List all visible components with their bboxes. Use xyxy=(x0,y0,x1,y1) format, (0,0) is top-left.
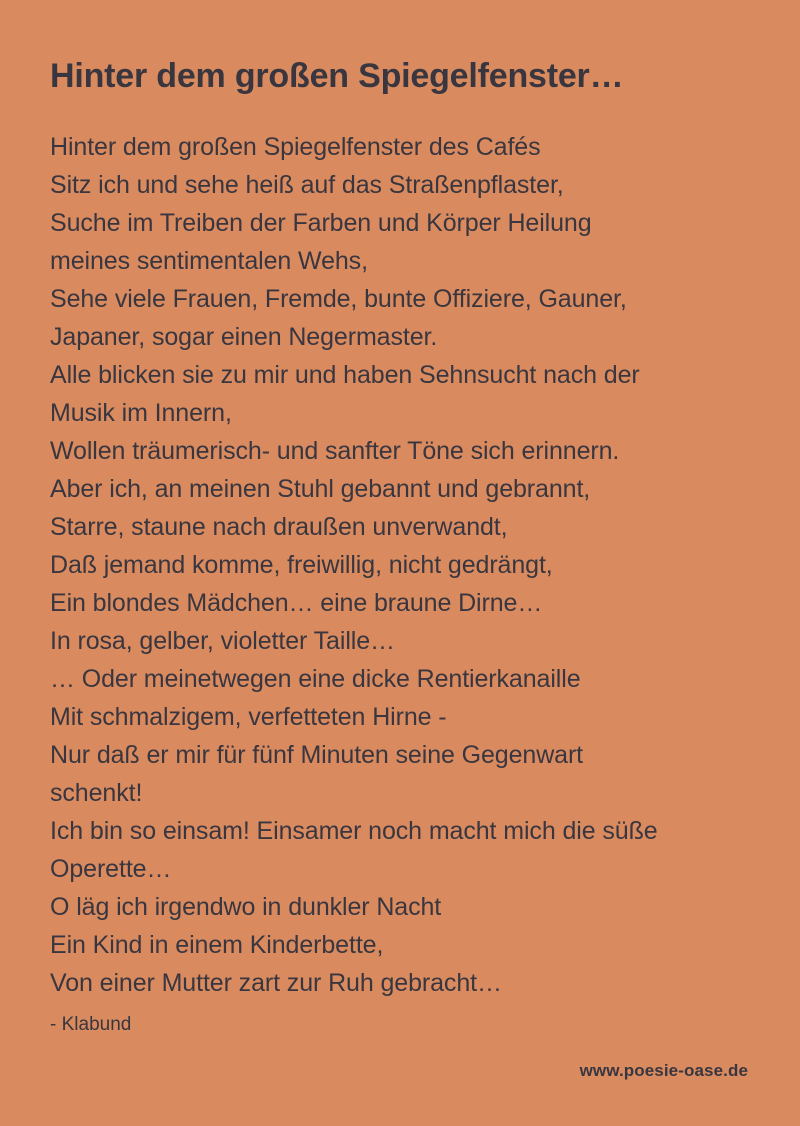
poem-line: Operette… xyxy=(50,855,172,883)
poem-line: In rosa, gelber, violetter Taille… xyxy=(50,627,395,655)
poem-author-credit: - Klabund xyxy=(50,1014,132,1035)
site-watermark: www.poesie-oase.de xyxy=(579,1061,748,1080)
poem-line: Alle blicken sie zu mir und haben Sehnsucht nach der xyxy=(50,361,640,389)
poem-line: Hinter dem großen Spiegelfenster des Cafés xyxy=(50,133,541,161)
poem-line: Ein Kind in einem Kinderbette, xyxy=(50,931,384,959)
poem-line: … Oder meinetwegen eine dicke Rentierkanaille xyxy=(50,665,581,693)
poem-line: Wollen träumerisch- und sanfter Töne sich erinnern. xyxy=(50,437,620,465)
poem-line: Sitz ich und sehe heiß auf das Straßenpflaster, xyxy=(50,171,564,199)
poem-line: Suche im Treiben der Farben und Körper Heilung xyxy=(50,209,592,237)
poem-line: schenkt! xyxy=(50,779,143,807)
poem-line: O läg ich irgendwo in dunkler Nacht xyxy=(50,893,442,921)
poem-line: Musik im Innern, xyxy=(50,399,232,427)
poem-line: Nur daß er mir für fünf Minuten seine Gegenwart xyxy=(50,741,584,769)
poem-line: Ich bin so einsam! Einsamer noch macht mich die süße xyxy=(50,817,658,845)
poem-line: Mit schmalzigem, verfetteten Hirne - xyxy=(50,703,447,731)
poem-line: Ein blondes Mädchen… eine braune Dirne… xyxy=(50,589,543,617)
poem-text-block xyxy=(50,128,762,1002)
poem-line: Aber ich, an meinen Stuhl gebannt und gebrannt, xyxy=(50,475,591,503)
poem-line: Von einer Mutter zart zur Ruh gebracht… xyxy=(50,969,502,997)
poem-line: meines sentimentalen Wehs, xyxy=(50,247,368,275)
poem-line: Sehe viele Frauen, Fremde, bunte Offiziere, Gauner, xyxy=(50,285,627,313)
poem-line: Japaner, sogar einen Negermaster. xyxy=(50,323,438,351)
page-title: Hinter dem großen Spiegelfenster… xyxy=(50,57,624,95)
poem-line: Starre, staune nach draußen unverwandt, xyxy=(50,513,508,541)
poem-line: Daß jemand komme, freiwillig, nicht gedrängt, xyxy=(50,551,553,579)
